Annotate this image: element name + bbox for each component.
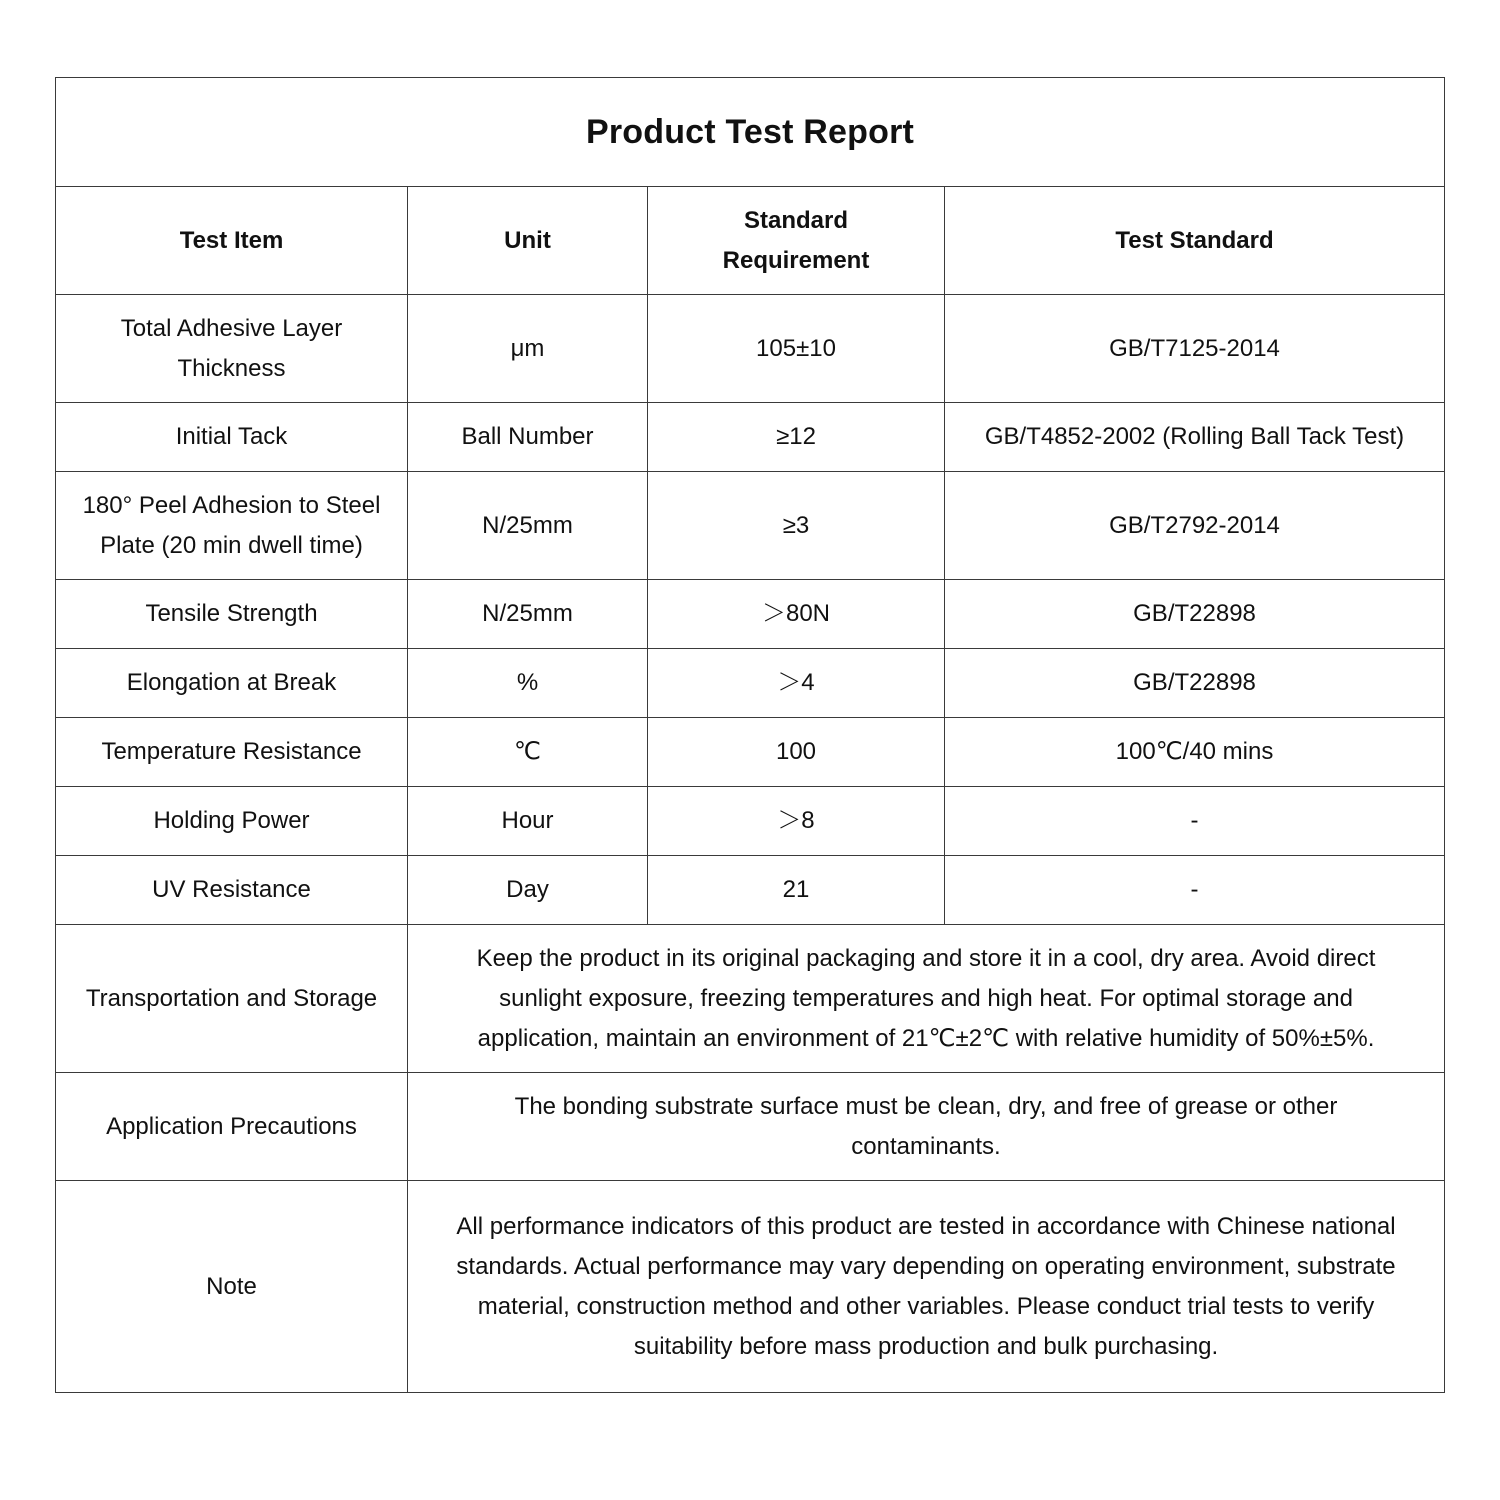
requirement-cell: 100 xyxy=(648,718,945,787)
table-row xyxy=(56,472,1445,580)
storage-row xyxy=(56,925,1445,1073)
precautions-line1: The bonding substrate surface must be clean, dry, and free of grease or other xyxy=(514,1092,1338,1120)
note-row xyxy=(56,1181,1445,1393)
storage-text xyxy=(408,925,1445,1073)
requirement-cell: ≥3 xyxy=(648,472,945,580)
storage-line2: sunlight exposure, freezing temperatures and high heat. For optimal storage and xyxy=(499,984,1353,1012)
note-line2: standards. Actual performance may vary depending on operating environment, substrate xyxy=(456,1252,1396,1280)
table-row xyxy=(56,856,1445,925)
unit-cell: μm xyxy=(408,295,648,403)
requirement-cell: ＞4 xyxy=(648,649,945,718)
unit-cell: ℃ xyxy=(408,718,648,787)
note-line4: suitability before mass production and bulk purchasing. xyxy=(633,1332,1219,1360)
header-test-item: Test Item xyxy=(56,187,408,295)
standard-cell: GB/T22898 xyxy=(945,649,1445,718)
test-item-line2: Thickness xyxy=(177,354,286,382)
table-row xyxy=(56,580,1445,649)
requirement-cell: 21 xyxy=(648,856,945,925)
unit-cell: Day xyxy=(408,856,648,925)
test-report-table xyxy=(55,77,1445,1393)
precautions-label: Application Precautions xyxy=(56,1073,408,1181)
test-item-cell xyxy=(56,295,408,403)
standard-cell: 100℃/40 mins xyxy=(945,718,1445,787)
note-line3: material, construction method and other variables. Please conduct trial tests to verify xyxy=(477,1292,1375,1320)
requirement-cell: 105±10 xyxy=(648,295,945,403)
header-requirement-line1: Standard xyxy=(743,206,848,234)
standard-cell: - xyxy=(945,856,1445,925)
table-row xyxy=(56,787,1445,856)
test-item-cell xyxy=(56,472,408,580)
standard-cell: GB/T2792-2014 xyxy=(945,472,1445,580)
header-standard-requirement xyxy=(648,187,945,295)
note-text xyxy=(408,1181,1445,1393)
precautions-row xyxy=(56,1073,1445,1181)
note-label: Note xyxy=(56,1181,408,1393)
unit-cell: Hour xyxy=(408,787,648,856)
standard-cell: - xyxy=(945,787,1445,856)
test-item-line2: Plate (20 min dwell time) xyxy=(100,531,363,559)
header-unit: Unit xyxy=(408,187,648,295)
report-title: Product Test Report xyxy=(56,78,1445,187)
standard-cell: GB/T22898 xyxy=(945,580,1445,649)
table-row xyxy=(56,403,1445,472)
standard-cell: GB/T4852-2002 (Rolling Ball Tack Test) xyxy=(945,403,1445,472)
test-item-cell: Holding Power xyxy=(56,787,408,856)
test-item-cell: UV Resistance xyxy=(56,856,408,925)
precautions-line2: contaminants. xyxy=(851,1132,1001,1160)
unit-cell: N/25mm xyxy=(408,472,648,580)
unit-cell: Ball Number xyxy=(408,403,648,472)
header-row xyxy=(56,187,1445,295)
standard-cell: GB/T7125-2014 xyxy=(945,295,1445,403)
precautions-text xyxy=(408,1073,1445,1181)
unit-cell: N/25mm xyxy=(408,580,648,649)
test-item-cell: Tensile Strength xyxy=(56,580,408,649)
storage-label: Transportation and Storage xyxy=(56,925,408,1073)
requirement-cell: ＞8 xyxy=(648,787,945,856)
storage-line1: Keep the product in its original packaging and store it in a cool, dry area. Avoid direct xyxy=(476,944,1376,972)
test-item-line1: 180° Peel Adhesion to Steel xyxy=(82,491,381,519)
header-test-standard: Test Standard xyxy=(945,187,1445,295)
table-row xyxy=(56,649,1445,718)
unit-cell: % xyxy=(408,649,648,718)
test-item-cell: Initial Tack xyxy=(56,403,408,472)
test-item-line1: Total Adhesive Layer xyxy=(120,314,343,342)
header-requirement-line2: Requirement xyxy=(722,246,870,274)
note-line1: All performance indicators of this product are tested in accordance with Chinese national xyxy=(456,1212,1396,1240)
test-item-cell: Elongation at Break xyxy=(56,649,408,718)
requirement-cell: ＞80N xyxy=(648,580,945,649)
test-item-cell: Temperature Resistance xyxy=(56,718,408,787)
storage-line3: application, maintain an environment of 21℃±2℃ with relative humidity of 50%±5%. xyxy=(477,1024,1375,1052)
table-row xyxy=(56,295,1445,403)
requirement-cell: ≥12 xyxy=(648,403,945,472)
table-row xyxy=(56,718,1445,787)
